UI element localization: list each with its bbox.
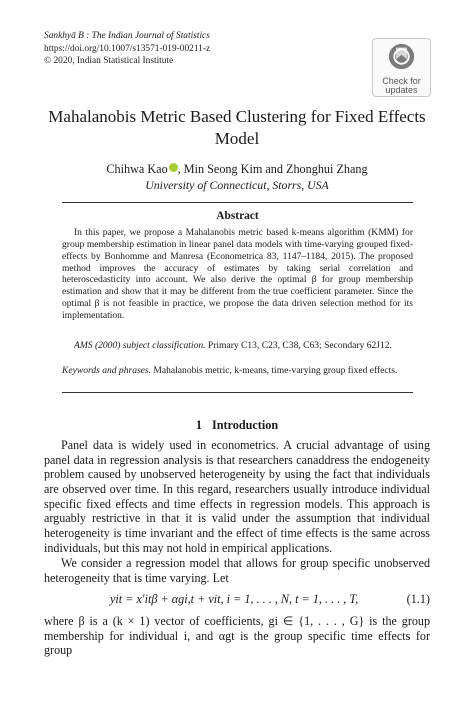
ams-text: Primary C13, C23, C38, C63; Secondary 62J12. [205, 340, 392, 351]
section-heading [44, 418, 430, 433]
ams-label: AMS (2000) subject classification. [74, 340, 206, 351]
copyright: © 2020, Indian Statistical Institute [44, 56, 174, 66]
affiliation: University of Connecticut, Storrs, USA [145, 178, 329, 192]
abstract-heading: Abstract [216, 210, 259, 222]
abstract-text: In this paper, we propose a Mahalanobis metric based k-means algorithm (KMM) for group membership estimation in linear panel data models with time-varying grouped fixed-effects by Bonhomme and Manresa (Econometrica 83, 1147–1184, 2015). The proposed method improves the accuracy of estimates by taking serial correlation and heteroscedasticity into account. We also derive the optimal β for group membership estimation and show that it may be different from the true coefficient parameter. Since the optimal β is not feasible in practice, we propose the data driven selection method for its implementation. [62, 227, 413, 321]
author-first: Chihwa Kao [106, 162, 168, 176]
section-title: Introduction [211, 418, 279, 432]
badge-label: Check for updates [382, 76, 421, 95]
abstract-top-rule [62, 202, 413, 203]
abstract-bottom-rule [62, 392, 413, 393]
intro-paragraph-1: Panel data is widely used in econometrics. A crucial advantage of using panel data in regression analysis is that researchers canaddress the endogeneity problem caused by unobserved heterogeneity by using the fact that individuals are observed over time. In this regard, researchers usually introduce individual specific fixed effects and time effects in regression models. This approach is arguably restrictive in that it is valid under the assumption that individual heterogeneity is time invariant and the effect of time effects is the same across individuals, but this may not hold in empirical applications. [44, 438, 430, 555]
section-number: 1 [195, 418, 202, 432]
journal-header [44, 30, 210, 68]
equation-expression: yit = x′itβ + αgi,t + vit, i = 1, . . . , N, t = 1, . . . , T, [110, 592, 359, 606]
intro-paragraph-3: where β is a (k × 1) vector of coefficients, gi ∈ {1, . . . , G} is the group membership for individual i, and αgt is the group specific time effects for group [44, 614, 430, 658]
ams-classification [62, 340, 413, 352]
orcid-icon[interactable] [169, 163, 178, 172]
doi-link[interactable]: https://doi.org/10.1007/s13571-019-00211-z [44, 43, 211, 54]
check-for-updates-badge[interactable] [372, 38, 431, 97]
author-rest: , Min Seong Kim and Zhonghui Zhang [177, 162, 368, 176]
equation-number: (1.1) [406, 592, 430, 606]
keywords [62, 365, 413, 377]
author-list [40, 162, 434, 177]
equation-1-1 [44, 592, 430, 608]
crossmark-icon [388, 43, 415, 70]
intro-paragraph-2: We consider a regression model that allows for group specific unobserved heterogeneity that is time varying. Let [44, 556, 430, 585]
paper-title: Mahalanobis Metric Based Clustering for Fixed Effects Model [48, 107, 426, 148]
keywords-text: Mahalanobis metric, k-means, time-varying group fixed effects. [151, 365, 398, 376]
keywords-label: Keywords and phrases. [62, 365, 152, 376]
journal-name: Sankhyā B : The Indian Journal of Statistics [44, 31, 210, 41]
